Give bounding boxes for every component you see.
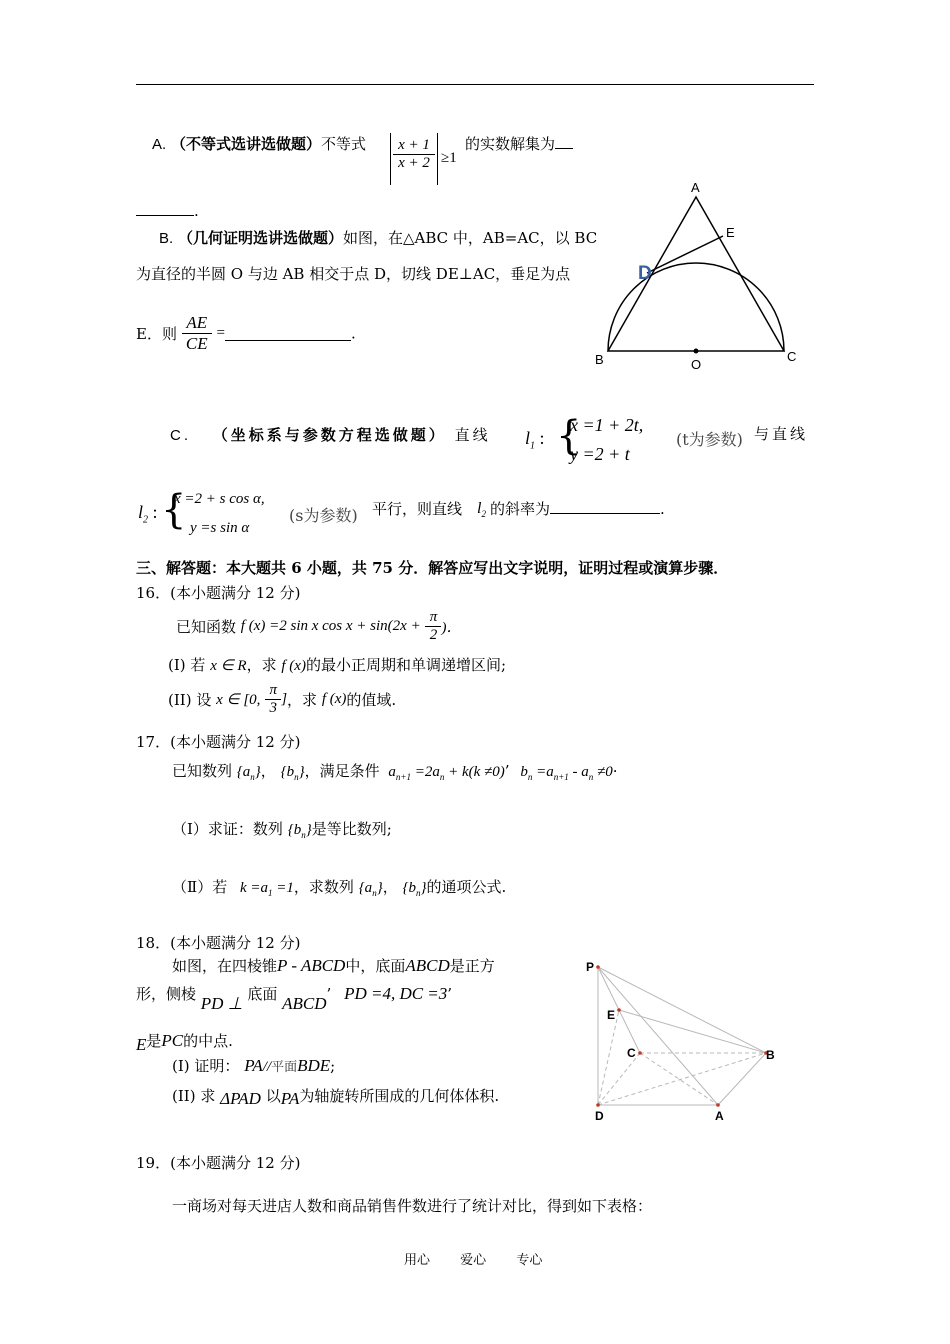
label-c: C xyxy=(787,349,797,364)
q17-header: 17．(本小题满分 12 分) xyxy=(136,733,301,751)
problem-c-eq2: y =2 + t xyxy=(570,444,630,464)
q16-intro-line: 已知函数 f (x) =2 sin x cos x + sin(2x + $\frac{\pi}{2}$ )． xyxy=(176,609,462,643)
problem-a-text2: 的实数解集为 xyxy=(465,135,556,153)
problem-a-rel: ≥1 xyxy=(441,150,457,166)
edge-dc xyxy=(598,1053,640,1105)
triangle-semicircle-figure xyxy=(590,175,815,375)
label-c: C xyxy=(627,1046,636,1060)
edge-de xyxy=(598,1010,619,1105)
footer-item: 爱心 xyxy=(460,1253,487,1268)
semicircle xyxy=(608,263,784,351)
label-a: A xyxy=(691,180,700,195)
point-d xyxy=(596,1103,600,1107)
problem-a-abs-fraction xyxy=(390,133,438,185)
problem-c-brace2: { xyxy=(161,487,187,533)
problem-c-eq3: x =2 + s cos α, xyxy=(174,491,265,507)
q19-text: 一商场对每天进店人数和商品销售件数进行了统计对比，得到如下表格： xyxy=(172,1197,653,1215)
tangent-de xyxy=(647,236,723,273)
problem-c-text4: 的斜率为 xyxy=(490,500,551,518)
problem-c-l2-inline: $l_2$ xyxy=(477,500,486,520)
label-d: D xyxy=(638,263,652,284)
problem-b-frac-num: AE xyxy=(182,313,212,334)
label-a: A xyxy=(715,1109,724,1123)
label-o: O xyxy=(691,357,702,372)
q18-line1: 如图，在四棱锥P - ABCD中，底面ABCD是正方 xyxy=(172,956,495,975)
triangle-abc xyxy=(608,197,784,351)
problem-c-line1 xyxy=(170,424,491,445)
q18-part1: (I) 证明： PA//平面BDE; xyxy=(172,1056,336,1075)
point-a xyxy=(716,1103,720,1107)
label-e: E xyxy=(607,1008,616,1022)
point-c xyxy=(638,1051,642,1055)
problem-b-line1 xyxy=(159,227,597,248)
label-b: B xyxy=(595,352,604,367)
problem-b-topic: （几何证明选讲选做题） xyxy=(177,229,343,247)
problem-b-end: . xyxy=(350,324,356,343)
problem-c-brace1: { xyxy=(556,413,582,459)
q16-func: f (x) =2 sin x cos x + sin(2x + xyxy=(240,618,421,634)
q18-line3: E是PC的中点. xyxy=(136,1031,233,1054)
q16-intro: 已知函数 xyxy=(176,618,237,636)
header-rule xyxy=(136,84,814,85)
problem-c-label: C. xyxy=(170,427,191,444)
problem-b-eq: = xyxy=(216,325,225,341)
problem-c-eq1: x =1 + 2t, xyxy=(570,415,644,435)
label-e: E xyxy=(726,225,735,240)
q16-header: 16．(本小题满分 12 分) xyxy=(136,584,301,602)
problem-a-den: x + 2 xyxy=(398,155,430,171)
problem-c-eq4: y =s sin α xyxy=(190,520,250,536)
problem-c-text3: 平行，则直线 xyxy=(372,500,463,518)
problem-a-text1: 不等式 xyxy=(320,135,366,153)
section3-heading: 三、解答题：本大题共 6 小题，共 75 分．解答应写出文字说明，证明过程或演算步骤． xyxy=(136,559,729,577)
problem-b-frac-den: CE xyxy=(185,334,208,353)
q17-intro-line: 已知数列 $\{a_n\}$， $\{b_n\}$，满足条件 $a_{n+1} =2a_n + k(k \ne 0)$’ $b_n =a_{n+1} - a_n \ne 0\cdot$ xyxy=(172,762,618,782)
problem-c-text4-wrap: 的斜率为 . xyxy=(490,500,665,518)
problem-b-line3-pre: E．则 xyxy=(136,325,177,343)
q19-header: 19．(本小题满分 12 分) xyxy=(136,1154,301,1172)
problem-a-num: x + 1 xyxy=(393,137,435,155)
footer-item: 专心 xyxy=(516,1253,543,1268)
label-b: B xyxy=(766,1048,775,1062)
problem-c-l1: $l_1$ : xyxy=(525,428,545,452)
edge-db xyxy=(598,1053,766,1105)
point-p xyxy=(596,965,600,969)
problem-c-param2: (s为参数) xyxy=(289,506,358,525)
problem-c-topic: （坐标系与参数方程选做题） xyxy=(212,426,447,444)
problem-b-line2: 为直径的半圆 O 与边 AB 相交于点 D，切线 DE⊥AC，垂足为点 xyxy=(136,265,571,283)
problem-a-topic: （不等式选讲选做题） xyxy=(170,135,321,153)
edge-pb xyxy=(598,967,766,1053)
q17-part2: （Ⅱ）若 $k =a_1 =1$，求数列 $\{a_n\}$， $\{b_n\}$的通项公式. xyxy=(172,878,507,898)
edge-eb xyxy=(619,1010,766,1053)
problem-b-text1: 如图，在△ABC 中，AB=AC，以 BC xyxy=(342,229,598,247)
q18-line2: 形，侧棱 PD ⊥ 底面 ABCD’ PD =4, DC =3’ xyxy=(136,984,453,1013)
footer-item: 用心 xyxy=(404,1253,431,1268)
q18-header: 18．(本小题满分 12 分) xyxy=(136,934,301,952)
problem-a-label: A. xyxy=(152,136,167,153)
label-d: D xyxy=(595,1109,604,1123)
problem-b-line3 xyxy=(136,313,356,354)
q16-part1: (I) 若 x ∈ R，求 f (x)的最小正周期和单调递增区间; xyxy=(168,656,507,674)
problem-c-param1: (t为参数) xyxy=(676,430,743,449)
q16-part2: (II) 设 x ∈ [0, $\frac{\pi}{3}$ ]，求 f (x)的值域. xyxy=(168,682,397,716)
problem-a-text2-wrap xyxy=(465,133,573,154)
edge-pa xyxy=(598,967,718,1105)
q18-part2: (II) 求 ΔPAD 以PA为轴旋转所围成的几何体体积. xyxy=(172,1087,500,1108)
problem-c-text2: 与直线 xyxy=(754,425,809,443)
label-p: P xyxy=(586,960,595,974)
footer xyxy=(404,1249,542,1268)
problem-a-answer-line: . xyxy=(136,201,199,220)
problem-b-label: B. xyxy=(159,230,174,247)
point-e xyxy=(617,1008,621,1012)
center-o xyxy=(694,349,699,354)
pyramid-figure xyxy=(582,955,782,1130)
problem-c-l2: $l_2$ : xyxy=(138,502,158,526)
problem-a-line xyxy=(152,133,366,154)
q17-part1: （Ⅰ）求证：数列 $\{b_n\}$是等比数列; xyxy=(172,820,392,840)
problem-c-text1: 直线 xyxy=(454,426,491,444)
